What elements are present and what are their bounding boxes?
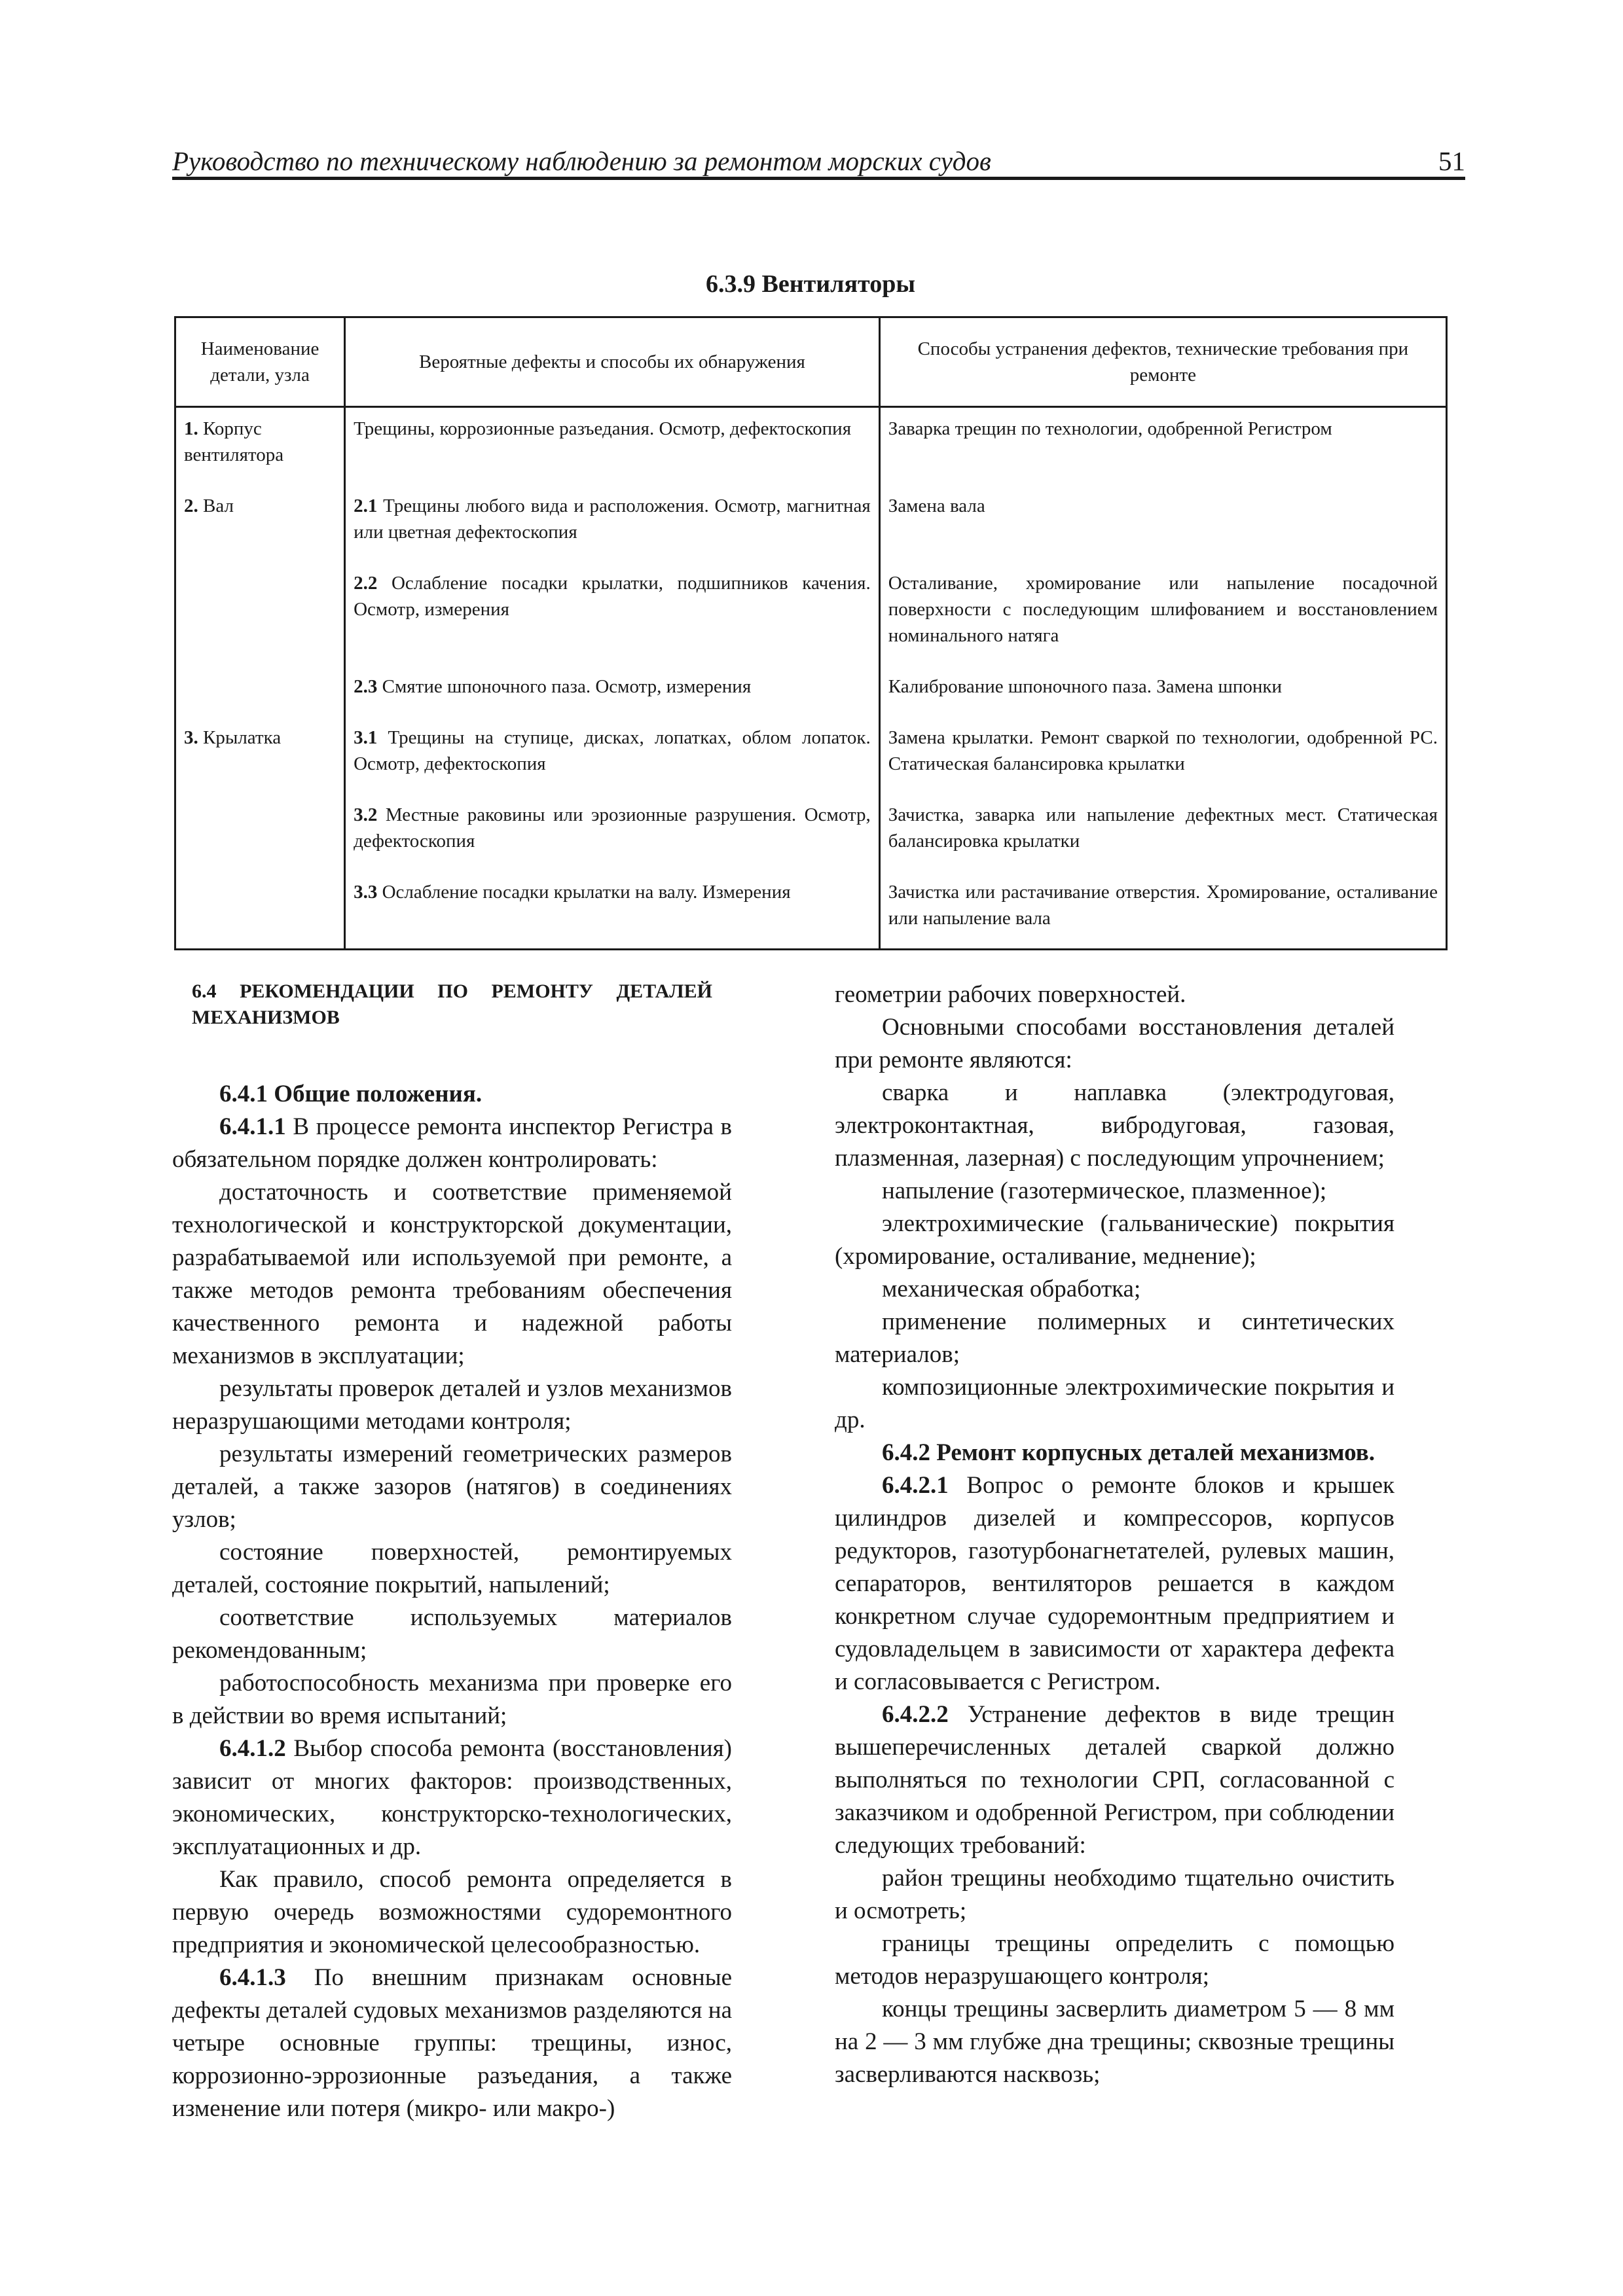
table-header-row	[175, 317, 1447, 407]
table-row	[175, 407, 1447, 486]
table-row	[175, 666, 1447, 717]
defect-cell: 2.1 Трещины любого вида и расположения. Осмотр, магнитная или цветная дефектоскопия	[345, 485, 880, 562]
paragraph: 6.4.2.2 Устранение дефектов в виде трещин вышеперечисленных деталей сваркой должно выполняться по технологии СРП, согласованной с заказчиком и одобренной Регистром, при соблюдении следующих требований:	[835, 1701, 1395, 1859]
page-number: 51	[1438, 146, 1465, 176]
running-title: Руководство по техническому наблюдению за ремонтом морских судов	[172, 146, 991, 176]
remedy-cell: Заварка трещин по технологии, одобренной Регистром	[879, 407, 1446, 486]
list-item: напыление (газотермическое, плазменное);	[882, 1177, 1327, 1204]
remedy-cell: Замена крылатки. Ремонт сваркой по технологии, одобренной РС. Статическая балансировка крылатки	[879, 717, 1446, 794]
table-row	[175, 794, 1447, 871]
column-header-defects: Вероятные дефекты и способы их обнаружения	[345, 317, 880, 407]
table-row	[175, 717, 1447, 794]
list-item: концы трещины засверлить диаметром 5 — 8 мм на 2 — 3 мм глубже дна трещины; сквозные трещины засверливаются насквозь;	[835, 1996, 1395, 2088]
list-item: применение полимерных и синтетических материалов;	[835, 1308, 1395, 1368]
column-header-remedies: Способы устранения дефектов, технические требования при ремонте	[879, 317, 1446, 407]
table-caption: 6.3.9 Вентиляторы	[705, 270, 915, 298]
defect-cell: 2.2 Ослабление посадки крылатки, подшипников качения. Осмотр, измерения	[345, 562, 880, 666]
remedy-cell: Осталивание, хромирование или напыление посадочной поверхности с последующим шлифованием и восстановлением номинального натяга	[879, 562, 1446, 666]
table-row	[175, 485, 1447, 562]
list-item: границы трещины определить с помощью методов неразрушающего контроля;	[835, 1930, 1395, 1990]
part-cell: 1. Корпус вентилятора	[175, 407, 345, 486]
right-text-column	[835, 978, 1395, 2091]
paragraph: 6.4.1.3 По внешним признакам основные дефекты деталей судовых механизмов разделяются на четыре основные группы: трещины, износ, коррозионно-эррозионные разъедания, а также изменение или потеря (микро- или макро-)	[172, 1964, 732, 2122]
paragraph: Как правило, способ ремонта определяется в первую очередь возможностями судоремонтного предприятия и экономической целесообразностью.	[172, 1866, 732, 1958]
list-item: результаты измерений геометрических размеров деталей, а также зазоров (натягов) в соединениях узлов;	[172, 1441, 732, 1533]
header-rule	[172, 177, 1465, 180]
defect-cell: 3.3 Ослабление посадки крылатки на валу. Измерения	[345, 871, 880, 950]
column-header-part: Наименование детали, узла	[175, 317, 345, 407]
paragraph: 6.4.2.1 Вопрос о ремонте блоков и крышек цилиндров дизелей и компрессоров, корпусов редукторов, газотурбонагнетателей, рулевых машин, сепараторов, вентиляторов решается в каждом конкретном случае судоремонтным предприятием и судовладельцем в зависимости от характера дефекта и согласовывается с Регистром.	[835, 1472, 1395, 1695]
defect-cell: 2.3 Смятие шпоночного паза. Осмотр, измерения	[345, 666, 880, 717]
subsection-title: 6.4.1 Общие положения.	[219, 1081, 483, 1107]
defect-cell: Трещины, коррозионные разъедания. Осмотр, дефектоскопия	[345, 407, 880, 486]
part-cell: 2. Вал	[175, 485, 345, 562]
paragraph: 6.4.1.1 В процессе ремонта инспектор Регистра в обязательном порядке должен контролировать:	[172, 1113, 732, 1173]
list-item: соответствие используемых материалов рекомендованным;	[172, 1604, 732, 1664]
list-item: район трещины необходимо тщательно очистить и осмотреть;	[835, 1865, 1395, 1924]
list-item: механическая обработка;	[882, 1276, 1141, 1302]
part-cell	[175, 666, 345, 717]
section-title: 6.4 РЕКОМЕНДАЦИИ ПО РЕМОНТУ ДЕТАЛЕЙ МЕХАНИЗМОВ	[192, 980, 712, 1028]
remedy-cell: Зачистка или растачивание отверстия. Хромирование, осталивание или напыление вала	[879, 871, 1446, 950]
defects-table	[174, 316, 1448, 950]
defect-cell: 3.2 Местные раковины или эрозионные разрушения. Осмотр, дефектоскопия	[345, 794, 880, 871]
paragraph: 6.4.1.2 Выбор способа ремонта (восстановления) зависит от многих факторов: производственных, экономических, конструкторско-технологических, эксплуатационных и др.	[172, 1735, 732, 1860]
remedy-cell: Калибрование шпоночного паза. Замена шпонки	[879, 666, 1446, 717]
list-item: сварка и наплавка (электродуговая, электроконтактная, вибродуговая, газовая, плазменная, лазерная) с последующим упрочнением;	[835, 1079, 1395, 1172]
list-item: электрохимические (гальванические) покрытия (хромирование, осталивание, меднение);	[835, 1210, 1395, 1270]
list-item: работоспособность механизма при проверке его в действии во время испытаний;	[172, 1670, 732, 1729]
list-item: достаточность и соответствие применяемой технологической и конструкторской документации, разрабатываемой или используемой при ремонте, а также методов ремонта требованиям обеспечения качественного ремонта и надежной работы механизмов в эксплуатации;	[172, 1179, 732, 1369]
paragraph-continuation: геометрии рабочих поверхностей.	[835, 981, 1186, 1008]
part-cell	[175, 562, 345, 666]
list-item: результаты проверок деталей и узлов механизмов неразрушающими методами контроля;	[172, 1375, 732, 1435]
list-item: композиционные электрохимические покрытия и др.	[835, 1374, 1395, 1433]
paragraph: Основными способами восстановления деталей при ремонте являются:	[835, 1014, 1395, 1073]
table-row	[175, 871, 1447, 950]
table-row	[175, 562, 1447, 666]
list-item: состояние поверхностей, ремонтируемых деталей, состояние покрытий, напылений;	[172, 1539, 732, 1598]
part-cell	[175, 794, 345, 871]
left-text-column	[172, 978, 732, 2125]
defect-cell: 3.1 Трещины на ступице, дисках, лопатках, облом лопаток. Осмотр, дефектоскопия	[345, 717, 880, 794]
part-cell: 3. Крылатка	[175, 717, 345, 794]
part-cell	[175, 871, 345, 950]
subsection-title: 6.4.2 Ремонт корпусных деталей механизмов.	[882, 1439, 1375, 1466]
remedy-cell: Замена вала	[879, 485, 1446, 562]
remedy-cell: Зачистка, заварка или напыление дефектных мест. Статическая балансировка крылатки	[879, 794, 1446, 871]
